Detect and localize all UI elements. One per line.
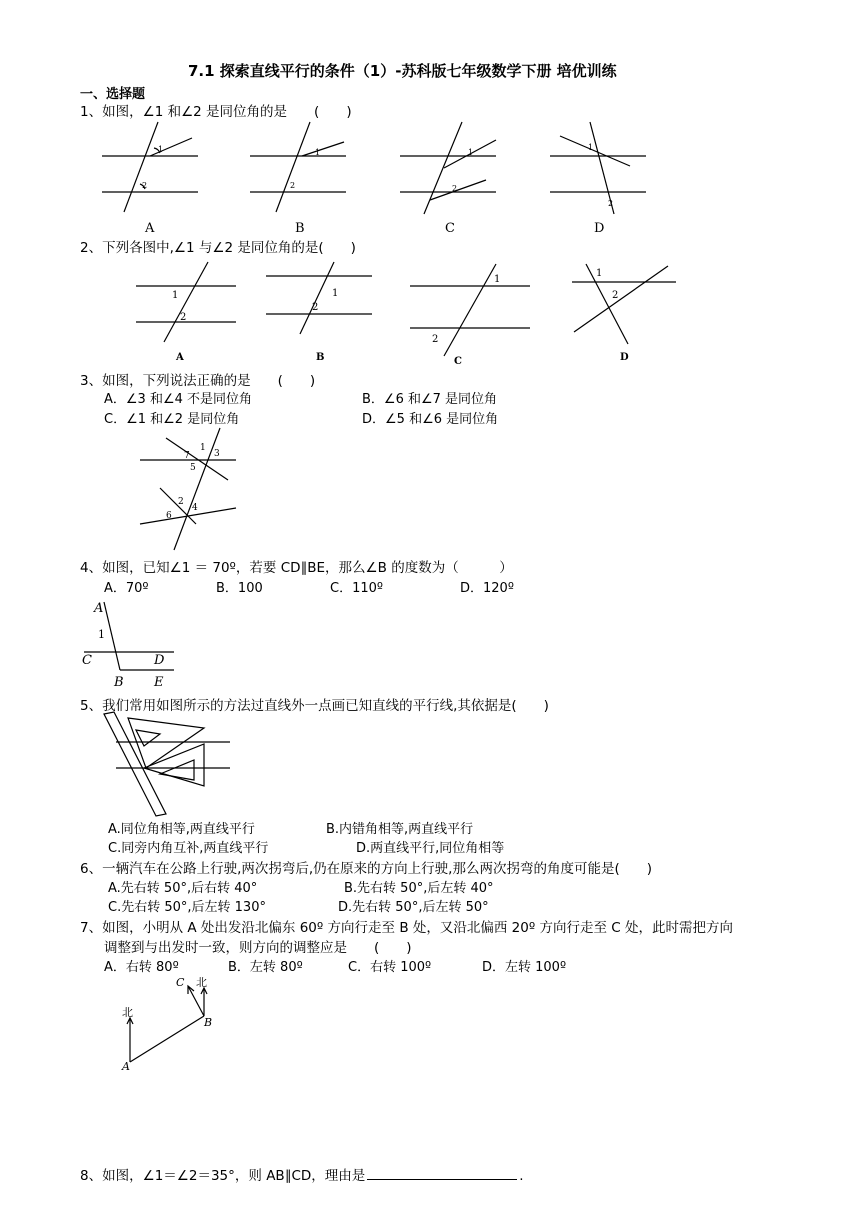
fig-2a-label: A [176, 352, 184, 363]
q3-angle-2: 2 [178, 497, 184, 507]
q8-answer-blank[interactable] [367, 1167, 517, 1180]
fig-2a-angle-1: 1 [172, 290, 179, 301]
q7-option-c: C．右转 100º [348, 960, 432, 975]
fig-1c-label: C [445, 221, 455, 236]
question-2-text: 2、下列各图中,∠1 与∠2 是同位角的是( ) [80, 240, 356, 256]
fig-1c-angle-1: 1 [468, 148, 474, 157]
q7-label-north-a: 北 [122, 1006, 133, 1019]
question-7-figure [118, 974, 228, 1074]
q4-option-c: C．110º [330, 581, 384, 596]
q4-label-b: B [114, 675, 124, 690]
question-3-text: 3、如图，下列说法正确的是 ( ) [80, 373, 316, 389]
q5-option-b: B.内错角相等,两直线平行 [326, 822, 474, 837]
q5-option-c: C.同旁内角互补,两直线平行 [108, 841, 269, 856]
question-3-figure [136, 424, 246, 554]
q5-option-a: A.同位角相等,两直线平行 [108, 822, 255, 837]
fig-1a-label: A [145, 221, 155, 236]
question-5-figure [100, 708, 240, 818]
q7-label-north-b: 北 [196, 976, 207, 989]
question-2-figures [120, 256, 720, 371]
fig-1a-angle-1: 1 [158, 145, 164, 154]
figure-2a [136, 262, 236, 363]
q4-label-d: D [154, 653, 165, 668]
fig-1d-angle-2: 2 [608, 199, 614, 208]
q7-option-a: A．右转 80º [104, 960, 179, 975]
question-5-text: 5、我们常用如图所示的方法过直线外一点画已知直线的平行线,其依据是( ) [80, 698, 549, 714]
figure-1c [400, 122, 496, 236]
q3-option-d: D．∠5 和∠6 是同位角 [362, 412, 499, 427]
q3-option-c: C．∠1 和∠2 是同位角 [104, 412, 240, 427]
q3-option-b: B．∠6 和∠7 是同位角 [362, 392, 498, 407]
fig-2c-label: C [454, 356, 462, 367]
q4-label-1: 1 [98, 628, 105, 641]
q7-option-d: D．左转 100º [482, 960, 567, 975]
fig-2c-angle-2: 2 [432, 334, 439, 345]
fig-2a-angle-2: 2 [180, 312, 187, 323]
fig-1a-angle-2: 2 [142, 181, 148, 190]
question-4-text: 4、如图，已知∠1 ＝ 70º，若要 CD∥BE，那么∠B 的度数为（ ） [80, 560, 513, 576]
question-7-text-line1: 7、如图，小明从 A 处出发沿北偏东 60º 方向行走至 B 处，又沿北偏西 20º 方向行走至 C 处，此时需把方向 [80, 920, 734, 936]
q3-angle-3: 3 [214, 449, 220, 459]
q4-option-b: B．100 [216, 581, 263, 596]
q7-label-a: A [122, 1060, 130, 1073]
figure-2b [266, 262, 372, 363]
question-1-text: 1、如图，∠1 和∠2 是同位角的是 ( ) [80, 104, 352, 120]
q8-text-before: 8、如图，∠1＝∠2＝35°，则 AB∥CD，理由是 [80, 1168, 366, 1184]
fig-2d-angle-1: 1 [596, 268, 603, 279]
q4-label-a: A [94, 601, 104, 616]
fig-1b-angle-1: 1 [315, 148, 321, 157]
fig-1b-angle-2: 2 [290, 181, 296, 190]
q4-label-c: C [82, 653, 92, 668]
q3-angle-4: 4 [192, 503, 198, 513]
q5-option-d: D.两直线平行,同位角相等 [356, 841, 505, 856]
q4-option-a: A．70º [104, 581, 149, 596]
q4-option-d: D．120º [460, 581, 514, 596]
fig-1c-angle-2: 2 [452, 184, 458, 193]
fig-1d-label: D [594, 221, 605, 236]
figure-1d [550, 122, 646, 236]
q7-label-b: B [204, 1016, 213, 1029]
fig-2b-angle-2: 2 [312, 302, 319, 313]
question-6-text: 6、一辆汽车在公路上行驶,两次拐弯后,仍在原来的方向上行驶,那么两次拐弯的角度可能是( ) [80, 861, 652, 877]
page-title: 7.1 探索直线平行的条件（1）-苏科版七年级数学下册 培优训练 [188, 62, 617, 80]
section-heading: 一、选择题 [80, 87, 146, 102]
fig-2c-angle-1: 1 [494, 274, 501, 285]
q3-angle-1: 1 [200, 443, 206, 453]
q6-option-b: B.先右转 50°,后左转 40° [344, 881, 494, 896]
fig-2d-angle-2: 2 [612, 290, 619, 301]
q6-option-d: D.先右转 50°,后左转 50° [338, 900, 489, 915]
q3-option-a: A．∠3 和∠4 不是同位角 [104, 392, 253, 407]
q3-angle-6: 6 [166, 511, 172, 521]
q3-angle-7: 7 [184, 451, 190, 461]
question-8-text [80, 1164, 524, 1184]
q8-text-after: . [519, 1168, 524, 1184]
q7-label-c: C [176, 976, 185, 989]
question-4-figure [78, 598, 188, 690]
fig-2b-angle-1: 1 [332, 288, 339, 299]
q6-option-c: C.先右转 50°,后左转 130° [108, 900, 266, 915]
question-1-figures [100, 118, 680, 238]
q7-option-b: B．左转 80º [228, 960, 303, 975]
fig-1b-label: B [295, 221, 305, 236]
fig-2d-label: D [620, 352, 629, 363]
q6-option-a: A.先右转 50°,后右转 40° [108, 881, 258, 896]
fig-2b-label: B [316, 352, 325, 363]
question-7-text-line2: 调整到与出发时一致，则方向的调整应是 ( ) [104, 940, 412, 956]
q4-label-e: E [154, 675, 164, 690]
figure-2d [572, 264, 676, 363]
fig-1d-angle-1: 1 [588, 143, 594, 152]
figure-1b [250, 122, 346, 236]
q3-angle-5: 5 [190, 463, 196, 473]
figure-1a [102, 122, 198, 236]
figure-2c [410, 264, 530, 367]
